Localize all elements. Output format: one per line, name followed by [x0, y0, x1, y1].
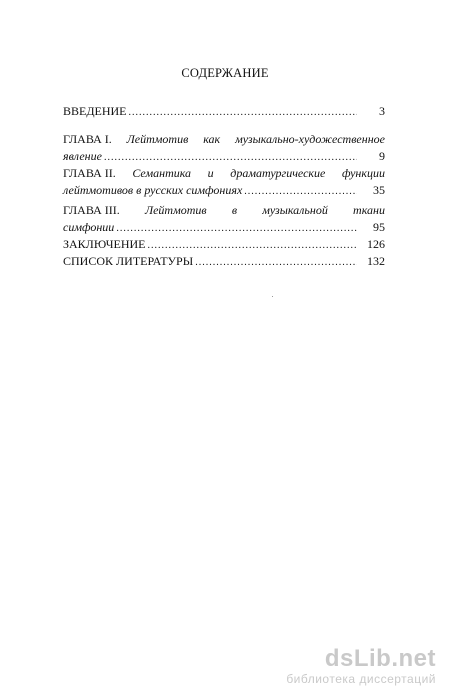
table-of-contents [63, 103, 385, 270]
leader-dots [244, 183, 357, 200]
toc-entry-bibliography [63, 253, 385, 270]
chapter-title-word: как [203, 132, 221, 146]
leader-dots [104, 149, 357, 166]
toc-page-number: 95 [373, 220, 385, 234]
chapter-title-word: музыкальной [262, 203, 328, 217]
toc-entry-chapter-3-line2 [63, 219, 385, 236]
chapter-title-word: ткани [353, 203, 385, 217]
chapter-title-word: Лейтмотив [144, 203, 207, 217]
chapter-title-continuation: симфонии [63, 220, 115, 234]
toc-page-number: 35 [373, 183, 385, 197]
watermark [286, 646, 436, 686]
leader-dots [129, 104, 357, 121]
toc-entry-label: ЗАКЛЮЧЕНИЕ [63, 237, 146, 251]
chapter-title-word: и [207, 166, 214, 180]
toc-entry-chapter-2-line2 [63, 182, 385, 199]
chapter-title-word: Семантика [132, 166, 192, 180]
toc-entry-label: ВВЕДЕНИЕ [63, 104, 127, 118]
chapter-prefix: ГЛАВА III. [63, 203, 120, 217]
toc-entry-intro [63, 103, 385, 120]
watermark-logo-text: dsLib.net [324, 645, 436, 672]
chapter-title-word: музыкально-художественное [235, 132, 385, 146]
toc-page-number: 3 [379, 104, 385, 118]
chapter-title-word: драматургические [230, 166, 326, 180]
toc-page-number: 132 [367, 254, 385, 268]
chapter-title-word: функции [341, 166, 385, 180]
leader-dots [195, 254, 357, 271]
leader-dots [148, 237, 358, 254]
chapter-title-continuation: лейтмотивов в русских симфониях [63, 183, 243, 197]
toc-entry-label: СПИСОК ЛИТЕРАТУРЫ [63, 254, 194, 268]
toc-entry-chapter-1-line2 [63, 148, 385, 165]
chapter-prefix: ГЛАВА I. [63, 132, 112, 146]
watermark-subtitle: библиотека диссертаций [286, 672, 436, 686]
chapter-title-word: в [231, 203, 238, 217]
chapter-title-word: Лейтмотив [126, 132, 189, 146]
toc-entry-chapter-1-line1 [63, 131, 385, 148]
toc-page-number: 126 [367, 237, 385, 251]
chapter-title-continuation: явление [63, 149, 102, 163]
page-title: СОДЕРЖАНИЕ [181, 66, 269, 80]
leader-dots [116, 220, 357, 237]
toc-entry-conclusion [63, 236, 385, 253]
toc-entry-chapter-2-line1 [63, 165, 385, 182]
chapter-prefix: ГЛАВА II. [63, 166, 116, 180]
toc-page-number: 9 [379, 149, 385, 163]
toc-entry-chapter-3-line1 [63, 202, 385, 219]
scan-speck [272, 296, 273, 297]
